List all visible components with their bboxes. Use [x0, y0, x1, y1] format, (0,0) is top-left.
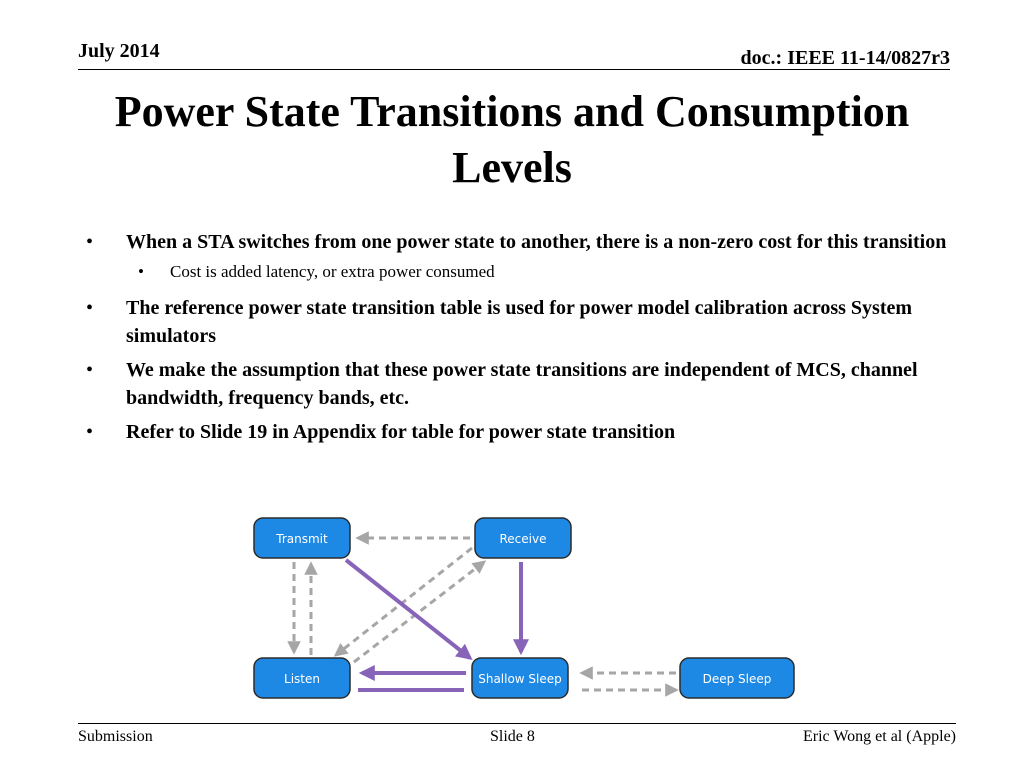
arrow-listen-to-receive: [354, 562, 484, 662]
slide-title: Power State Transitions and Consumption Levels: [114, 87, 910, 192]
header-doc-id: doc.: IEEE 11-14/0827r3: [740, 47, 950, 69]
header-date: July 2014: [78, 40, 160, 62]
footer-divider: [78, 723, 956, 724]
state-label-transmit: Transmit: [276, 532, 328, 546]
arrow-receive-to-listen: [336, 548, 472, 655]
bullet-item: • The reference power state transition table is used for power model calibration across System simulators: [82, 294, 952, 350]
footer-slide-number: Slide 8: [490, 728, 535, 745]
state-node-listen: [254, 658, 350, 698]
state-label-shallow-sleep: Shallow Sleep: [478, 672, 562, 686]
sub-bullet-item: • Cost is added latency, or extra power consumed: [82, 260, 952, 284]
footer-submission: Submission: [78, 728, 153, 745]
state-node-deep-sleep: [680, 658, 794, 698]
state-label-receive: Receive: [499, 532, 547, 546]
state-node-receive: [475, 518, 571, 558]
state-node-shallow-sleep: [472, 658, 568, 698]
footer-author: Eric Wong et al (Apple): [802, 728, 956, 745]
bullet-item: • Refer to Slide 19 in Appendix for table for power state transition: [82, 418, 952, 446]
state-node-transmit: [254, 518, 350, 558]
state-label-deep-sleep: Deep Sleep: [702, 672, 772, 686]
bullet-item: • We make the assumption that these power state transitions are independent of MCS, channel bandwidth, frequency bands, etc.: [82, 356, 952, 412]
bullet-item: • When a STA switches from one power state to another, there is a non-zero cost for this transition: [82, 228, 952, 256]
state-label-listen: Listen: [284, 672, 320, 686]
arrow-transmit-to-shallow-sleep: [346, 560, 470, 658]
